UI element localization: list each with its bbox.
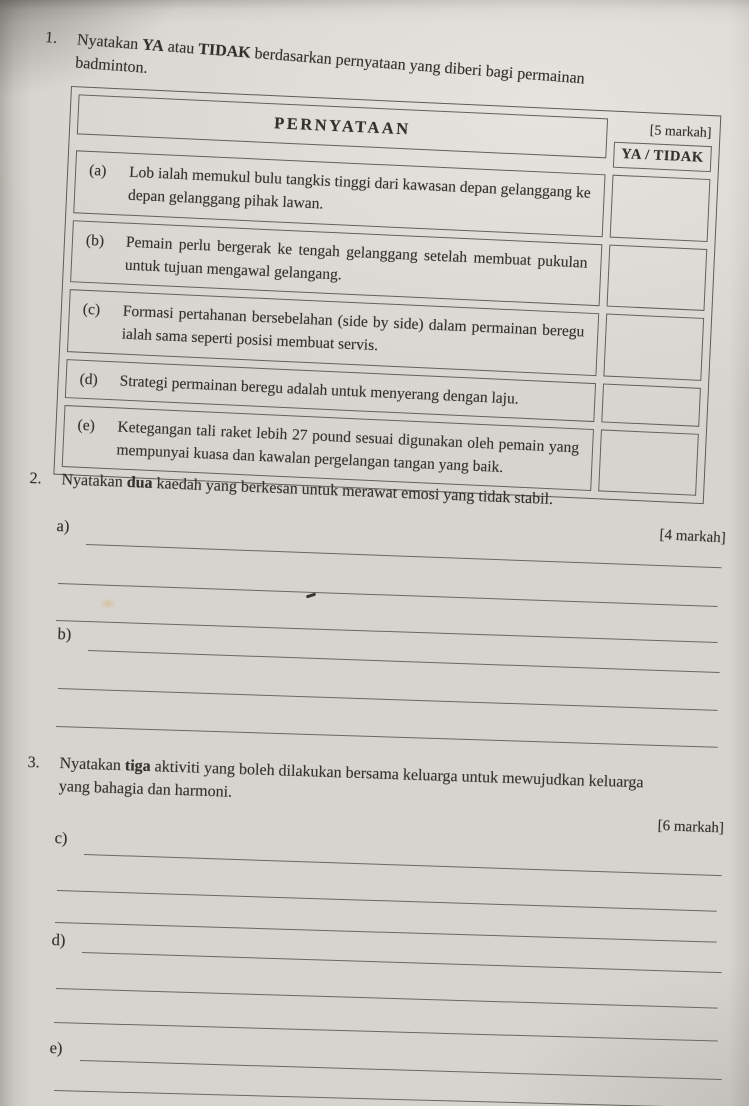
answer-label-c: c) (54, 828, 68, 848)
statement-text: Formasi pertahanan bersebelahan (side by side) dalam permainan beregu ialah sama seperti posisi membuat servis. (121, 302, 585, 355)
answer-line (88, 650, 720, 673)
q2-text-part: Nyatakan (61, 471, 128, 491)
answer-line (54, 1022, 718, 1042)
answer-cell-b (607, 244, 708, 311)
q2-marks: [4 markah] (659, 527, 727, 547)
table-header-pernyataan: PERNYATAAN (77, 94, 608, 158)
table-header-ya-tidak: YA / TIDAK (613, 142, 712, 172)
q3-marks: [6 markah] (657, 818, 725, 837)
question-2-number: 2. (29, 469, 42, 488)
paper-stain (100, 598, 116, 609)
answer-line (54, 1090, 718, 1106)
q3-text-part: aktiviti yang boleh dilakukan bersama keluarga untuk mewujudkan keluarga yang bahagia dan harmoni. (58, 758, 644, 801)
answer-line (56, 726, 718, 748)
answer-label-b: b) (57, 624, 72, 644)
statement-text: Strategi permainan beregu adalah untuk menyerang dengan laju. (119, 372, 520, 408)
answer-label-e: e) (49, 1038, 63, 1058)
question-1-number: 1. (44, 28, 58, 47)
table-header-answer-col (613, 119, 713, 172)
q3-bold-tiga: tiga (124, 757, 151, 776)
question1-table (53, 86, 721, 504)
answer-line (84, 854, 722, 876)
answer-line (82, 952, 722, 973)
q2-bold-dua: dua (126, 473, 153, 492)
q2-text-part: kaedah yang berkesan untuk merawat emosi yang tidak stabil. (152, 474, 554, 509)
answer-line (56, 620, 718, 643)
q1-text-part: atau (163, 38, 200, 58)
row-letter: (c) (82, 300, 101, 319)
answer-cell-c (603, 314, 704, 381)
q1-bold-tidak: TIDAK (197, 40, 252, 62)
q1-marks: [5 markah] (649, 123, 712, 142)
answer-cell-a (610, 175, 711, 242)
row-letter: (a) (88, 161, 107, 180)
row-letter: (d) (79, 370, 99, 389)
question-3-number: 3. (27, 753, 40, 772)
q1-text-part: berdasarkan pernyataan yang diberi bagi permainan badminton. (74, 44, 586, 88)
answer-line (58, 583, 718, 607)
answer-line (80, 1060, 722, 1080)
pen-mark (306, 593, 316, 599)
answer-line (57, 890, 717, 912)
q1-bold-ya: YA (141, 36, 165, 56)
row-letter: (b) (85, 231, 105, 250)
question-3 (26, 752, 677, 819)
answer-line (56, 988, 718, 1009)
answer-cell-e (598, 429, 699, 496)
answer-label-a: a) (56, 516, 70, 536)
statement-text: Pemain perlu bergerak ke tengah gelanggang setelah membuat pukulan untuk tujuan mengawal gelangang. (124, 233, 588, 284)
answer-cell-d (601, 383, 701, 427)
answer-label-d: d) (51, 930, 66, 950)
q1-text-part: Nyatakan (76, 31, 143, 54)
row-letter: (e) (77, 416, 96, 435)
statement-text: Lob ialah memukul bulu tangkis tinggi dari kawasan depan gelanggang ke depan gelanggang pihak lawan. (127, 163, 592, 213)
answer-line (86, 544, 722, 568)
statement-text: Ketegangan tali raket lebih 27 pound sesuai digunakan oleh pemain yang mempunyai kuasa dan kawalan pergelangan tangan yang baik. (116, 418, 580, 476)
question-3-text (58, 753, 651, 818)
answer-line (58, 688, 718, 711)
answer-line (55, 922, 717, 943)
q3-text-part: Nyatakan (59, 755, 126, 775)
